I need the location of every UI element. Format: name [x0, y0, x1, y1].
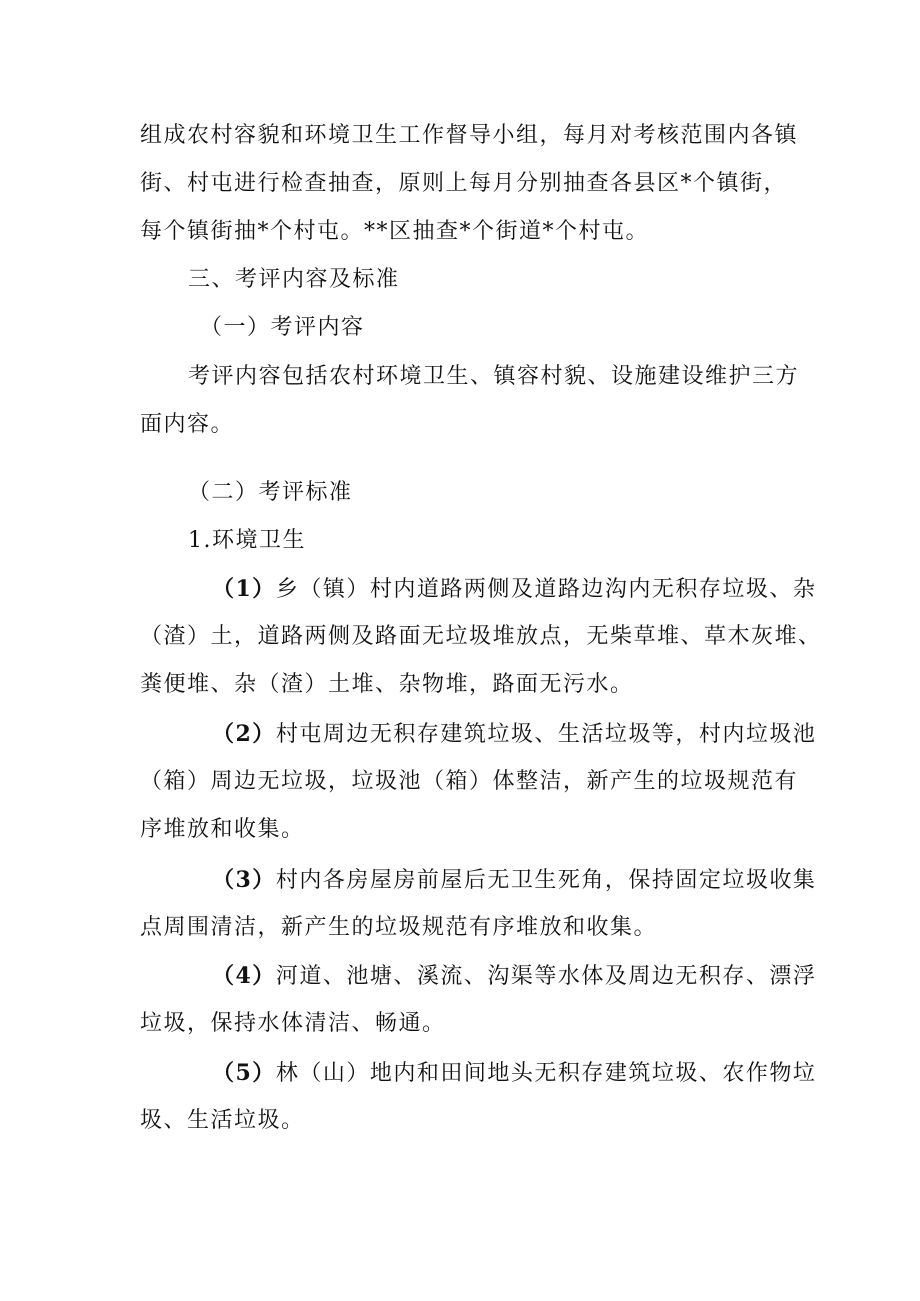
criterion-3-text-2: 点周围清洁，新产生的垃圾规范有序堆放和收集。: [140, 915, 658, 940]
criterion-1-text-2: （渣）土，道路两侧及路面无垃圾堆放点，无柴草堆、草木灰堆、: [140, 624, 822, 649]
criterion-3-label: （3）: [212, 867, 276, 893]
criterion-4-text-1: 河道、池塘、溪流、沟渠等水体及周边无积存、漂浮: [275, 964, 817, 989]
criterion-2-text-3: 序堆放和收集。: [140, 817, 305, 842]
criterion-2-label: （2）: [212, 721, 276, 747]
criterion-5-text-2: 圾、生活垃圾。: [140, 1108, 305, 1133]
criterion-4-first-line: [212, 961, 872, 992]
subsection-one-line-1: 考评内容包括农村环境卫生、镇容村貌、设施建设维护三方: [188, 364, 800, 389]
criterion-1-text-3: 粪便堆、杂（渣）土堆、杂物堆，路面无污水。: [140, 672, 634, 697]
criterion-3-text-1: 村内各房屋房前屋后无卫生死角，保持固定垃圾收集: [275, 868, 817, 893]
criterion-3-first-line: [212, 865, 872, 896]
subsection-one-line-2: 面内容。: [140, 412, 235, 437]
criterion-1-label: （1）: [212, 576, 276, 602]
item-one-title: 1.环境卫生: [188, 528, 306, 553]
section-three-title: 三、考评内容及标准: [188, 267, 400, 292]
intro-line-3: 每个镇街抽*个村屯。**区抽查*个街道*个村屯。: [140, 219, 650, 244]
criterion-5-first-line: [212, 1058, 872, 1089]
criterion-2-text-2: （箱）周边无垃圾，垃圾池（箱）体整洁，新产生的垃圾规范有: [140, 769, 799, 794]
criterion-2-text-1: 村屯周边无积存建筑垃圾、生活垃圾等，村内垃圾池: [275, 722, 817, 747]
criterion-5-text-1: 林（山）地内和田间地头无积存建筑垃圾、农作物垃: [275, 1061, 817, 1086]
criterion-4-label: （4）: [212, 963, 276, 989]
criterion-1-text-1: 乡（镇）村内道路两侧及道路边沟内无积存垃圾、杂: [275, 577, 817, 602]
criterion-2-first-line: [212, 719, 872, 750]
criterion-5-label: （5）: [212, 1060, 276, 1086]
intro-line-1: 组成农村容貌和环境卫生工作督导小组，每月对考核范围内各镇: [140, 123, 799, 148]
subsection-one-title: （一）考评内容: [200, 315, 365, 340]
criterion-1-first-line: [212, 574, 872, 605]
criterion-4-text-2: 垃圾，保持水体清洁、畅通。: [140, 1011, 446, 1036]
subsection-two-title: （二）考评标准: [188, 480, 353, 505]
intro-line-2: 街、村屯进行检查抽查，原则上每月分别抽查各县区*个镇街，: [140, 171, 788, 196]
